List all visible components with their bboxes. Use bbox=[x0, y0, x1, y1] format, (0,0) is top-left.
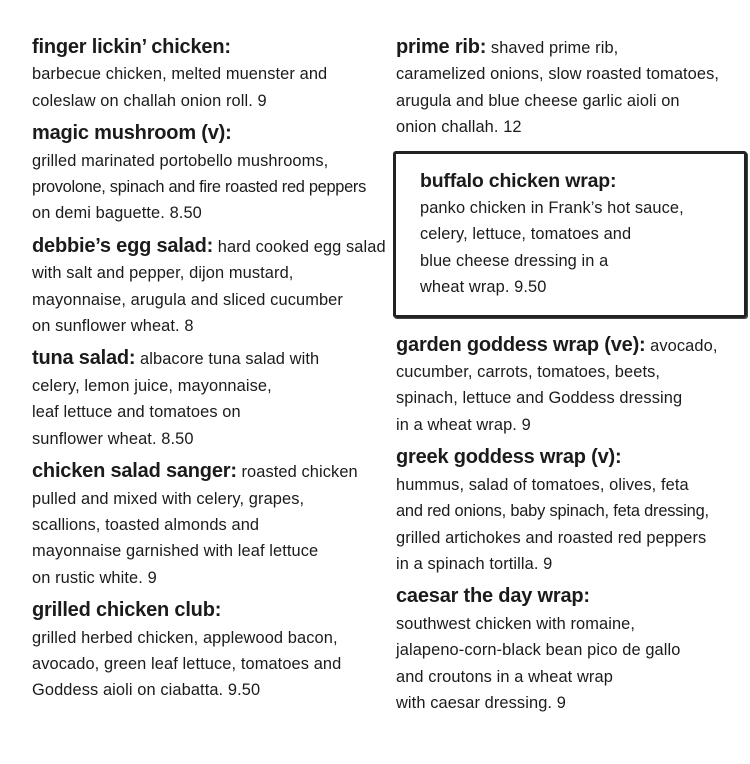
item-description-line: grilled herbed chicken, applewood bacon, bbox=[32, 628, 338, 647]
item-description-line: pulled and mixed with celery, grapes, bbox=[32, 489, 305, 508]
item-description-inline: albacore tuna salad with bbox=[135, 350, 320, 369]
menu-right-column bbox=[396, 34, 741, 722]
item-description-line: in a spinach tortilla. 9 bbox=[396, 554, 553, 573]
item-title: grilled chicken club: bbox=[32, 599, 222, 622]
item-description-line: in a wheat wrap. 9 bbox=[396, 415, 531, 434]
item-description-line: caramelized onions, slow roasted tomatoes, bbox=[396, 65, 720, 84]
item-title: garden goddess wrap (ve): bbox=[396, 333, 646, 356]
item-description-line: Goddess aioli on ciabatta. 9.50 bbox=[32, 681, 261, 700]
item-description-line: mayonnaise, arugula and sliced cucumber bbox=[32, 290, 343, 309]
item-description-inline: shaved prime rib, bbox=[486, 39, 619, 57]
item-description-line: with caesar dressing. 9 bbox=[396, 693, 566, 712]
item-description-line: grilled artichokes and roasted red peppers bbox=[396, 528, 707, 547]
item-description-line: arugula and blue cheese garlic aioli on bbox=[396, 91, 680, 110]
item-description-line: panko chicken in Frank’s hot sauce, bbox=[420, 199, 684, 218]
item-description-line: celery, lemon juice, mayonnaise, bbox=[32, 376, 272, 395]
item-description-inline: roasted chicken bbox=[236, 463, 358, 482]
item-description-line: scallions, toasted almonds and bbox=[32, 515, 260, 534]
item-description-line: leaf lettuce and tomatoes on bbox=[32, 403, 241, 422]
item-description-line: celery, lettuce, tomatoes and bbox=[420, 225, 632, 244]
menu-item-garden-goddess-wrap bbox=[396, 332, 741, 439]
menu-item-caesar-the-day-wrap bbox=[396, 583, 741, 716]
item-description-inline: avocado, bbox=[645, 336, 718, 355]
item-description-line: cucumber, carrots, tomatoes, beets, bbox=[396, 363, 661, 382]
item-description-line: hummus, salad of tomatoes, olives, feta bbox=[396, 475, 689, 494]
menu-item-magic-mushroom bbox=[32, 120, 382, 227]
menu-item-finger-lickin-chicken bbox=[32, 34, 382, 114]
item-description-line: coleslaw on challah onion roll. 9 bbox=[32, 91, 267, 110]
item-title: debbie’s egg salad: bbox=[32, 234, 214, 257]
item-description-line: barbecue chicken, melted muenster and bbox=[32, 65, 328, 84]
menu-item-chicken-salad-sanger bbox=[32, 458, 382, 591]
item-description-line: jalapeno-corn-black bean pico de gallo bbox=[396, 641, 681, 660]
item-title: greek goddess wrap (v): bbox=[396, 446, 622, 469]
item-title: tuna salad: bbox=[32, 347, 136, 370]
item-description-line: sunflower wheat. 8.50 bbox=[32, 429, 194, 448]
item-description-line: grilled marinated portobello mushrooms, bbox=[32, 151, 329, 170]
item-description-inline: hard cooked egg salad bbox=[213, 237, 386, 256]
item-description-line: spinach, lettuce and Goddess dressing bbox=[396, 389, 683, 408]
item-description-line: blue cheese dressing in a bbox=[420, 251, 609, 270]
item-description-line: avocado, green leaf lettuce, tomatoes and bbox=[32, 654, 342, 673]
item-description-line: provolone, spinach and fire roasted red peppers bbox=[32, 178, 366, 197]
menu-item-greek-goddess-wrap bbox=[396, 444, 741, 577]
menu-item-debbies-egg-salad bbox=[32, 233, 386, 340]
item-description-line: on sunflower wheat. 8 bbox=[32, 317, 194, 336]
item-description-line: southwest chicken with romaine, bbox=[396, 614, 636, 633]
item-description-line: mayonnaise garnished with leaf lettuce bbox=[32, 542, 319, 561]
menu-left-column bbox=[32, 34, 386, 710]
item-description-line: and red onions, baby spinach, feta dressing, bbox=[396, 502, 709, 521]
menu-item-prime-rib bbox=[396, 34, 741, 141]
menu-item-tuna-salad bbox=[32, 345, 382, 452]
item-title: magic mushroom (v): bbox=[32, 122, 232, 145]
menu-item-grilled-chicken-club bbox=[32, 597, 382, 704]
item-title: prime rib: bbox=[396, 36, 487, 58]
featured-item-box-buffalo-chicken-wrap bbox=[393, 151, 747, 318]
item-title: finger lickin’ chicken: bbox=[32, 36, 231, 58]
item-title: caesar the day wrap: bbox=[396, 585, 590, 608]
item-description-line: onion challah. 12 bbox=[396, 118, 522, 137]
item-description-line: and croutons in a wheat wrap bbox=[396, 667, 613, 686]
item-description-line: with salt and pepper, dijon mustard, bbox=[32, 264, 294, 283]
item-description-line: wheat wrap. 9.50 bbox=[420, 278, 547, 297]
item-description-line: on rustic white. 9 bbox=[32, 568, 157, 587]
item-title: buffalo chicken wrap: bbox=[420, 169, 617, 192]
item-title: chicken salad sanger: bbox=[32, 460, 237, 483]
item-description-line: on demi baguette. 8.50 bbox=[32, 204, 202, 223]
